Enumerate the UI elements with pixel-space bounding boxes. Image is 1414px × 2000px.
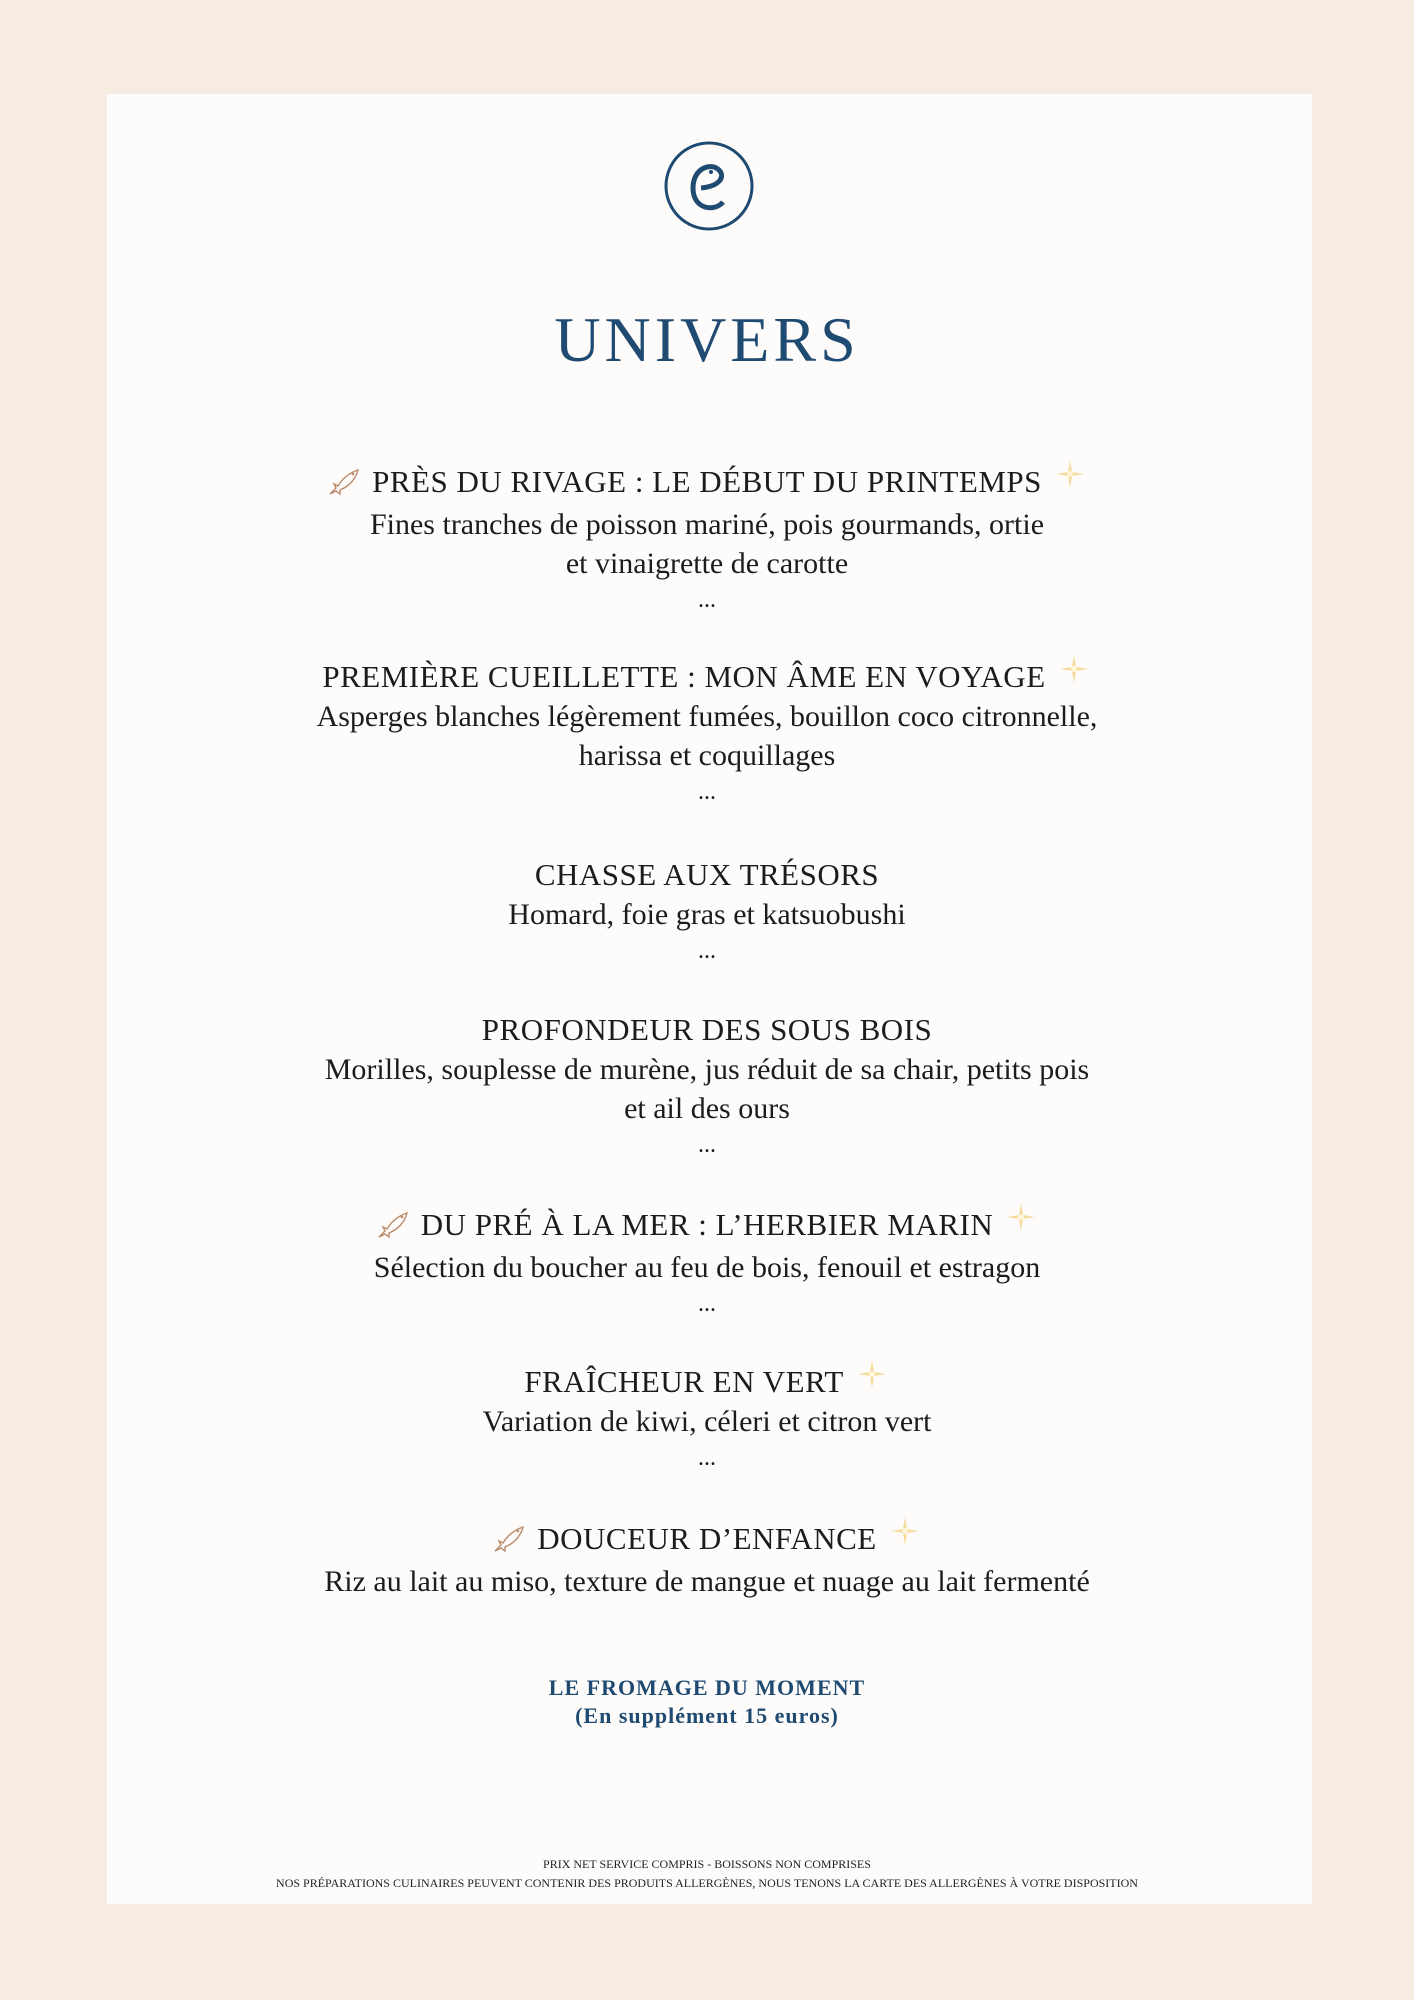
logo-icon bbox=[663, 140, 755, 232]
course-title: PRÈS DU RIVAGE : LE DÉBUT DU PRINTEMPS bbox=[372, 464, 1042, 499]
course-description: Fines tranches de poisson mariné, pois gourmands, ortie bbox=[369, 508, 1045, 541]
course-title-row bbox=[535, 855, 879, 895]
cheese-section bbox=[0, 1674, 1414, 1730]
course-title-row bbox=[322, 657, 1091, 697]
course-item bbox=[0, 1362, 1414, 1475]
footer-line-2: NOS PRÉPARATIONS CULINAIRES PEUVENT CONTENIR DES PRODUITS ALLERGÈNES, NOUS TENONS LA CARTE DES ALLERGÈNES À VOTRE DISPOSITION bbox=[276, 1876, 1138, 1890]
course-item bbox=[0, 1519, 1414, 1601]
footer bbox=[0, 1855, 1414, 1893]
course-title: PROFONDEUR DES SOUS BOIS bbox=[481, 1012, 933, 1047]
separator: ... bbox=[698, 779, 716, 805]
course-item bbox=[0, 1205, 1414, 1321]
course-description: Variation de kiwi, céleri et citron vert bbox=[482, 1405, 932, 1438]
fish-icon bbox=[326, 464, 362, 500]
course-title: DOUCEUR D’ENFANCE bbox=[537, 1521, 877, 1556]
course-title: CHASSE AUX TRÉSORS bbox=[534, 857, 880, 892]
course-description: Asperges blanches légèrement fumées, bouillon coco citronnelle, bbox=[316, 700, 1098, 733]
cheese-title: LE FROMAGE DU MOMENT bbox=[548, 1675, 866, 1700]
course-description: Homard, foie gras et katsuobushi bbox=[508, 898, 906, 931]
course-title: FRAÎCHEUR EN VERT bbox=[524, 1364, 844, 1399]
sparkle-icon bbox=[1056, 651, 1092, 687]
course-description: et ail des ours bbox=[624, 1092, 790, 1125]
sparkle-icon bbox=[887, 1513, 923, 1549]
course-description: harissa et coquillages bbox=[578, 739, 836, 772]
cheese-price: (En supplément 15 euros) bbox=[575, 1703, 839, 1728]
separator: ... bbox=[698, 1445, 716, 1471]
course-description: Riz au lait au miso, texture de mangue et nuage au lait fermenté bbox=[324, 1565, 1090, 1598]
sparkle-icon bbox=[854, 1356, 890, 1392]
course-description: et vinaigrette de carotte bbox=[565, 547, 849, 580]
course-item bbox=[0, 462, 1414, 617]
course-title-row bbox=[375, 1205, 1040, 1245]
footer-line-1: PRIX NET SERVICE COMPRIS - BOISSONS NON COMPRISES bbox=[543, 1857, 871, 1871]
separator: ... bbox=[698, 1132, 716, 1158]
sparkle-icon bbox=[1052, 456, 1088, 492]
separator: ... bbox=[698, 1291, 716, 1317]
separator: ... bbox=[698, 938, 716, 964]
course-title: DU PRÉ À LA MER : L’HERBIER MARIN bbox=[420, 1207, 994, 1242]
course-item bbox=[0, 1010, 1414, 1162]
course-title: PREMIÈRE CUEILLETTE : MON ÂME EN VOYAGE bbox=[322, 659, 1046, 694]
course-title-row bbox=[482, 1010, 932, 1050]
sparkle-icon bbox=[1003, 1199, 1039, 1235]
course-title-row bbox=[326, 462, 1088, 502]
course-item bbox=[0, 657, 1414, 809]
course-title-row bbox=[491, 1519, 922, 1559]
course-title-row bbox=[524, 1362, 890, 1402]
fish-icon bbox=[491, 1521, 527, 1557]
fish-icon bbox=[375, 1207, 411, 1243]
course-description: Morilles, souplesse de murène, jus réduit de sa chair, petits pois bbox=[324, 1053, 1090, 1086]
menu-title: UNIVERS bbox=[554, 304, 860, 375]
course-item bbox=[0, 855, 1414, 968]
course-description: Sélection du boucher au feu de bois, fenouil et estragon bbox=[373, 1251, 1041, 1284]
separator: ... bbox=[698, 587, 716, 613]
